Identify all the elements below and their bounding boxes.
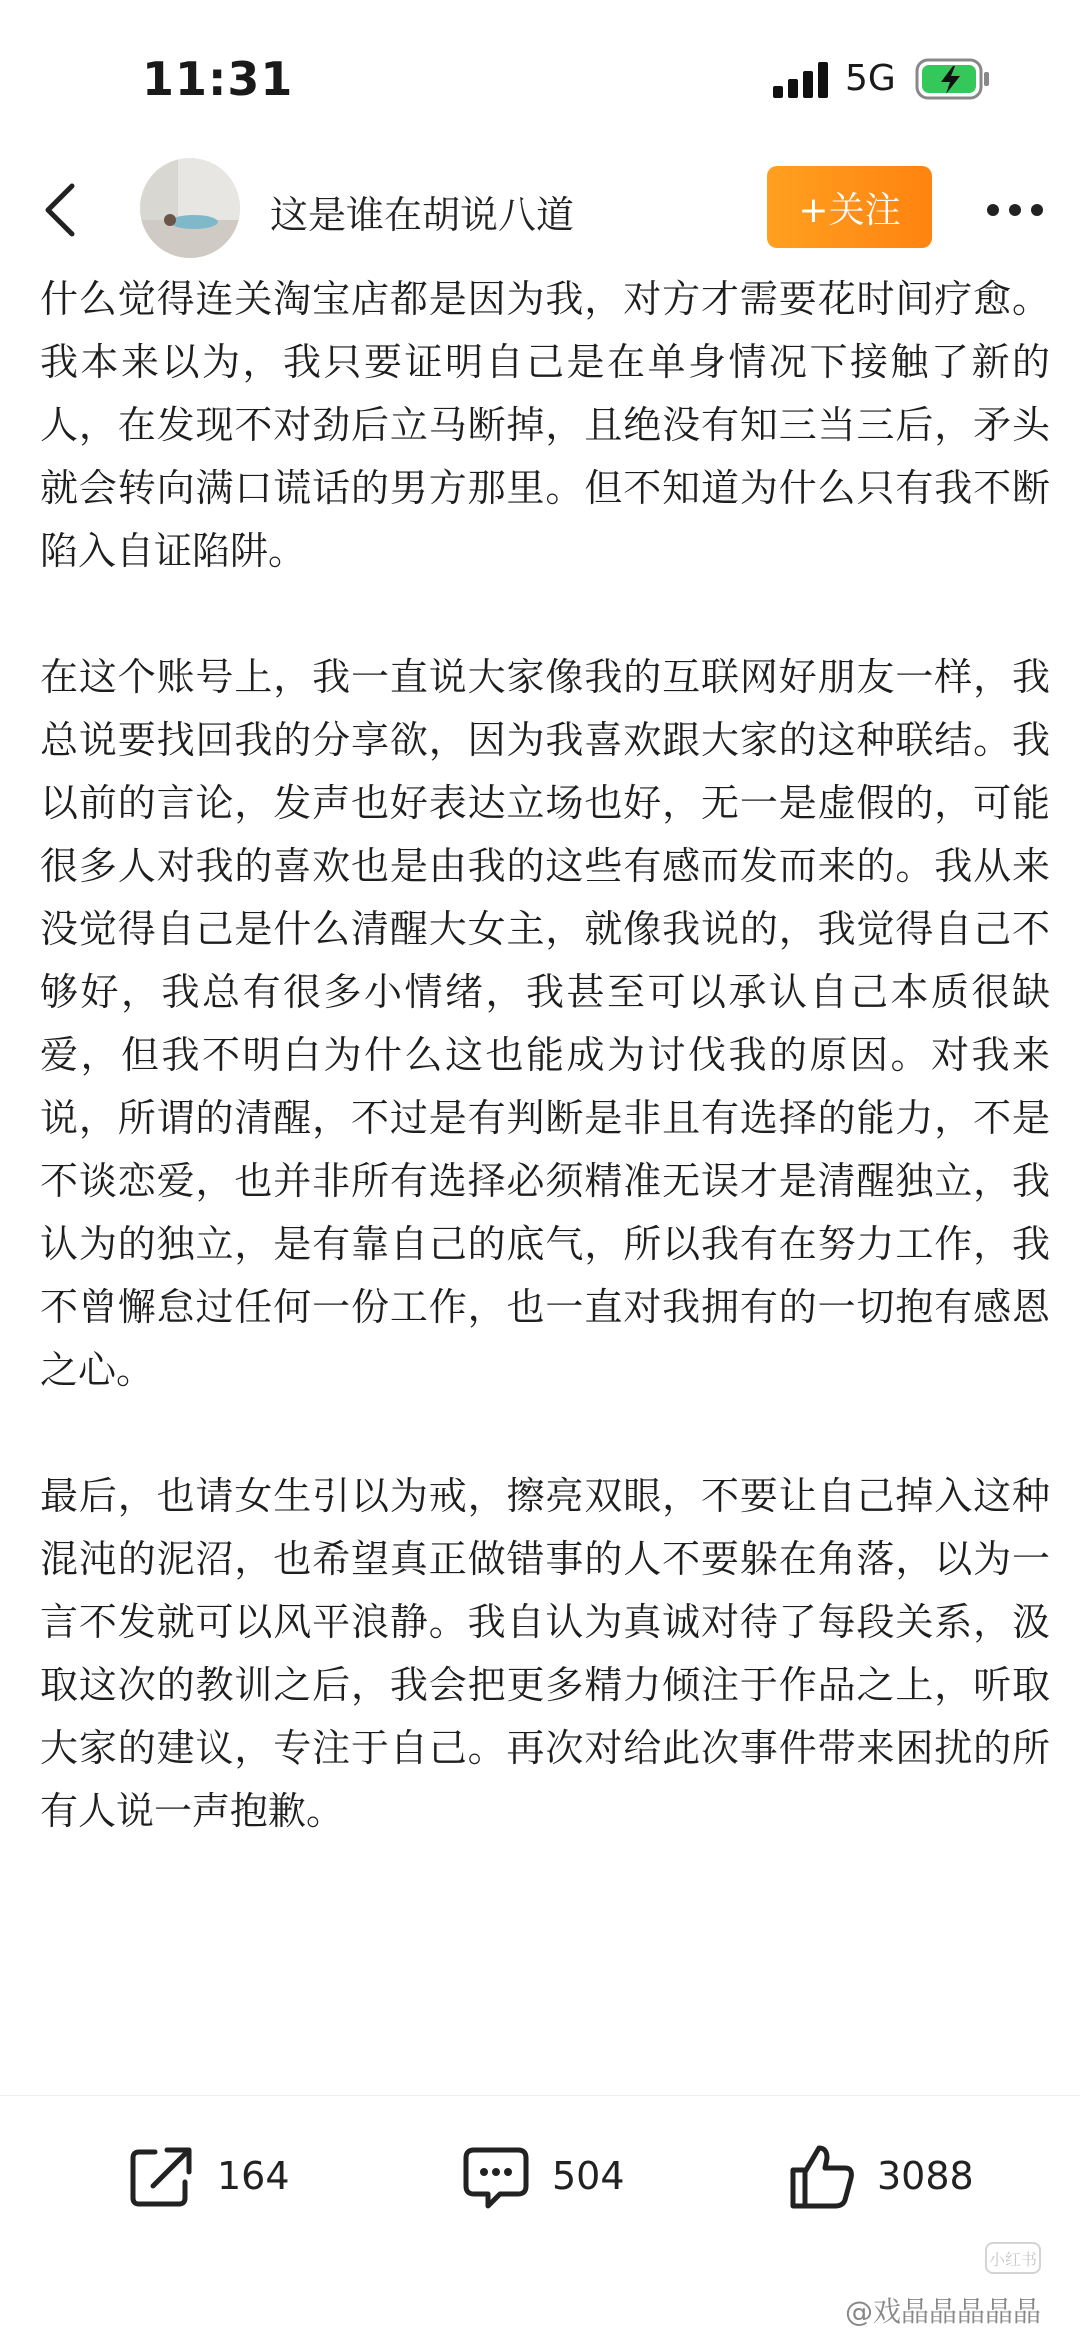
watermark: @戏晶晶晶晶晶 — [845, 2295, 1042, 2328]
share-count: 164 — [217, 2154, 290, 2198]
watermark-badge: 小红书 — [985, 2242, 1041, 2274]
comment-button[interactable] — [460, 2136, 625, 2216]
post-header — [0, 150, 1080, 270]
battery-charging-icon — [915, 58, 991, 100]
share-icon — [125, 2140, 197, 2212]
comment-count: 504 — [552, 2154, 625, 2198]
share-button[interactable] — [125, 2136, 290, 2216]
network-label: 5G — [845, 58, 896, 99]
more-button[interactable] — [975, 180, 1055, 240]
post-content — [40, 268, 1050, 2048]
paragraph: 什么觉得连关淘宝店都是因为我，对方才需要花时间疗愈。我本来以为，我只要证明自己是在单身情况下接触了新的人，在发现不对劲后立马断掉，且绝没有知三当三后，矛头就会转向满口谎话的男方那里。但不知道为什么只有我不断陷入自证陷阱。 — [40, 277, 1050, 573]
status-bar — [0, 0, 1080, 150]
more-icon-dot — [1031, 204, 1043, 216]
status-time: 11:31 — [142, 52, 294, 106]
like-button[interactable] — [785, 2136, 974, 2216]
like-count: 3088 — [877, 2154, 974, 2198]
paragraph: 最后，也请女生引以为戒，擦亮双眼，不要让自己掉入这种混沌的泥沼，也希望真正做错事的人不要躲在角落，以为一言不发就可以风平浪静。我自认为真诚对待了每段关系，汲取这次的教训之后，我会把更多精力倾注于作品之上，听取大家的建议，专注于自己。再次对给此次事件带来困扰的所有人说一声抱歉。 — [40, 1474, 1050, 1833]
comment-icon — [460, 2140, 532, 2212]
like-icon — [785, 2140, 857, 2212]
follow-button[interactable]: +关注 — [767, 166, 932, 248]
back-button[interactable] — [20, 170, 100, 250]
signal-icon — [773, 62, 829, 98]
back-icon — [40, 182, 80, 238]
more-icon-dot — [987, 204, 999, 216]
avatar-image — [140, 158, 240, 258]
paragraph: 在这个账号上，我一直说大家像我的互联网好朋友一样，我总说要找回我的分享欲，因为我喜欢跟大家的这种联结。我以前的言论，发声也好表达立场也好，无一是虚假的，可能很多人对我的喜欢也是由我的这些有感而发而来的。我从来没觉得自己是什么清醒大女主，就像我说的，我觉得自己不够好，我总有很多小情绪，我甚至可以承认自己本质很缺爱，但我不明白为什么这也能成为讨伐我的原因。对我来说，所谓的清醒，不过是有判断是非且有选择的能力，不是不谈恋爱，也并非所有选择必须精准无误才是清醒独立，我认为的独立，是有靠自己的底气，所以我有在努力工作，我不曾懈怠过任何一份工作，也一直对我拥有的一切抱有感恩之心。 — [40, 655, 1050, 1392]
account-name[interactable]: 这是谁在胡说八道 — [270, 193, 575, 237]
action-bar — [0, 2095, 1080, 2245]
more-icon-dot — [1009, 204, 1021, 216]
avatar[interactable] — [140, 158, 240, 258]
